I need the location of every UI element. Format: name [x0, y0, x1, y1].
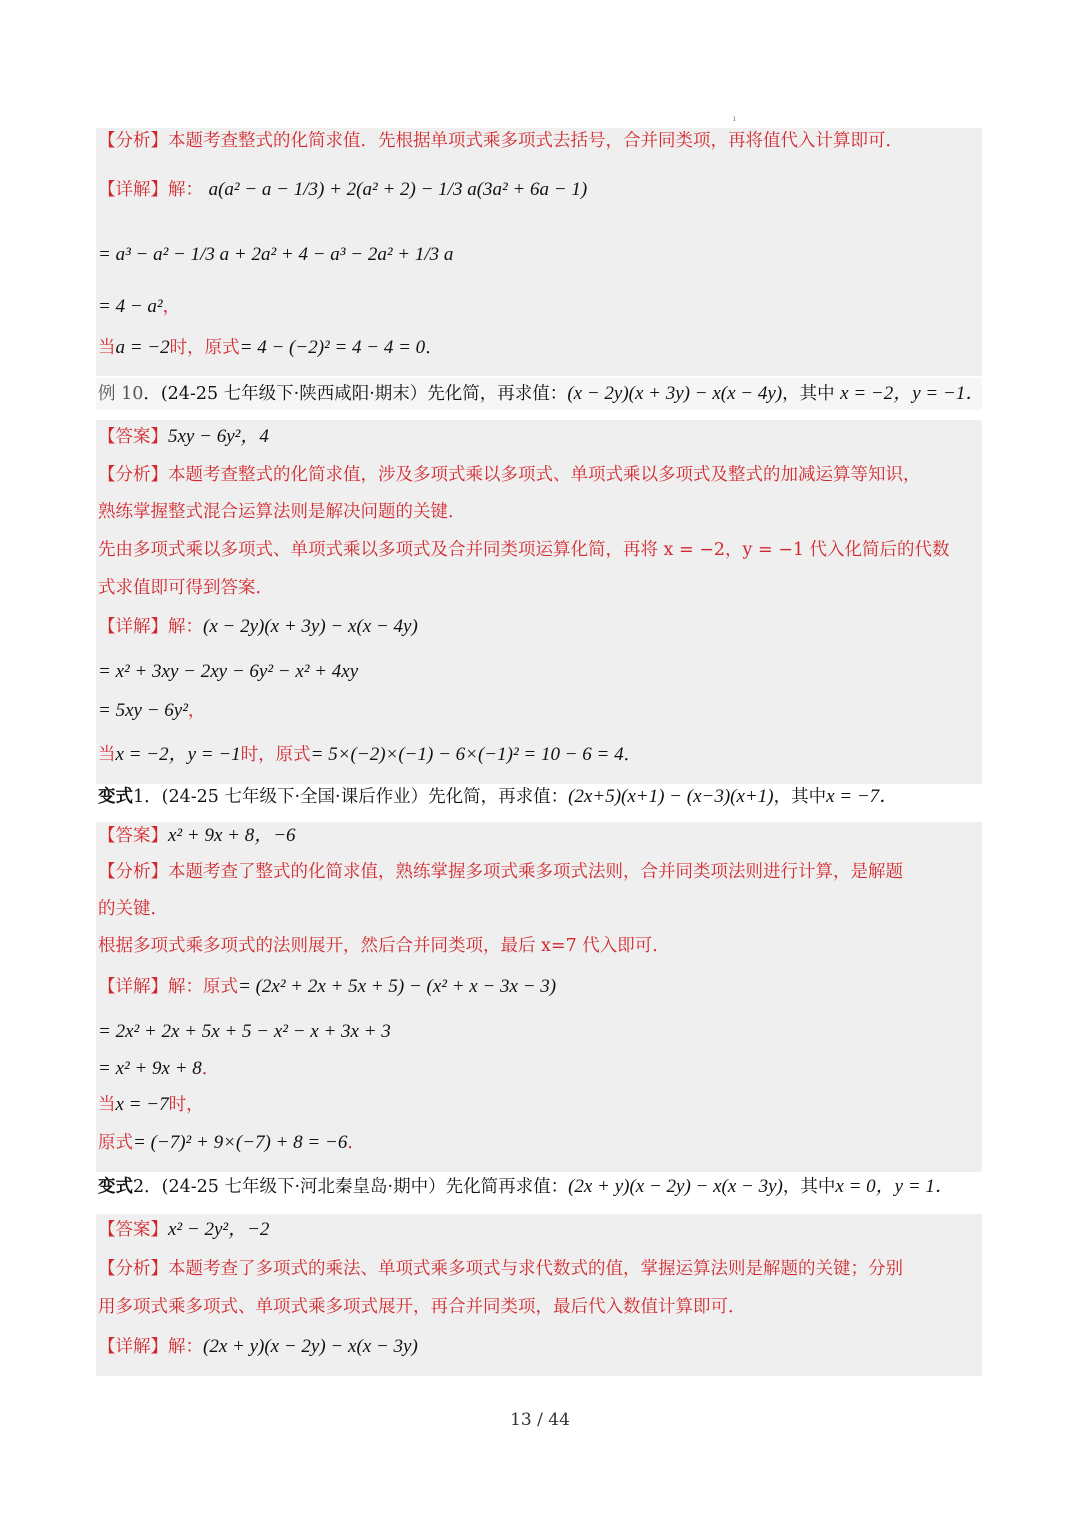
variant2-answer: 【答案】x² − 2y²，−2	[98, 1219, 270, 1240]
block1-step1: = a³ − a² − 1/3 a + 2a² + 4 − a³ − 2a² + 1/3 a	[98, 244, 454, 265]
example10-step2: = 5xy − 6y²，	[98, 700, 206, 721]
example10-analysis-line3: 先由多项式乘以多项式、单项式乘以多项式及合并同类项运算化简，再将 x = −2，y = −1 代入化简后的代数	[98, 540, 950, 560]
variant2-detail: 【详解】解：(2x + y)(x − 2y) − x(x − 3y)	[98, 1336, 418, 1357]
block1-detail: 【详解】解： a(a² − a − 1/3) + 2(a² + 2) − 1/3 a(3a² + 6a − 1)	[98, 179, 588, 200]
example10-detail: 【详解】解：(x − 2y)(x + 3y) − x(x − 4y)	[98, 616, 418, 637]
example10-evaluation: 当x = −2，y = −1时，原式= 5×(−2)×(−1) − 6×(−1)² = 10 − 6 = 4．	[98, 744, 642, 765]
variant2-analysis-line1: 【分析】本题考查了多项式的乘法、单项式乘多项式与求代数式的值，掌握运算法则是解题的关键；分别	[98, 1259, 903, 1279]
block1-step2: = 4 − a²，	[98, 296, 181, 317]
variant1-detail: 【详解】解：原式= (2x² + 2x + 5x + 5) − (x² + x − 3x − 3)	[98, 976, 557, 997]
variant1-analysis-line3: 根据多项式乘多项式的法则展开，然后合并同类项，最后 x=7 代入即可．	[98, 936, 670, 956]
variant1-answer: 【答案】x² + 9x + 8，−6	[98, 825, 296, 846]
example10-analysis-line1: 【分析】本题考查整式的化简求值，涉及多项式乘以多项式、单项式乘以多项式及整式的加减运算等知识，	[98, 465, 921, 485]
variant1-result: 原式= (−7)² + 9×(−7) + 8 = −6．	[98, 1132, 365, 1153]
page-tick-mark: ı	[733, 114, 736, 123]
variant2-analysis-line2: 用多项式乘多项式、单项式乘多项式展开，再合并同类项，最后代入数值计算即可．	[98, 1297, 746, 1317]
block1-evaluation: 当a = −2时，原式= 4 − (−2)² = 4 − 4 = 0．	[98, 337, 443, 358]
example10-analysis-line4: 式求值即可得到答案．	[98, 578, 273, 598]
variant1-when: 当x = −7时，	[98, 1094, 204, 1115]
example10-analysis-line2: 熟练掌握整式混合运算法则是解决问题的关键．	[98, 502, 466, 522]
block1-analysis: 【分析】本题考查整式的化简求值．先根据单项式乘多项式去括号，合并同类项，再将值代入计算即可．	[98, 131, 903, 151]
page-number: 13 / 44	[510, 1410, 570, 1430]
example10-question: 例 10．(24-25 七年级下·陕西咸阳·期末）先化简，再求值：(x − 2y)(x + 3y) − x(x − 4y)，其中 x = −2，y = −1．	[98, 383, 985, 404]
variant1-step1: = 2x² + 2x + 5x + 5 − x² − x + 3x + 3	[98, 1021, 391, 1042]
variant1-question: 变式1．(24-25 七年级下·全国·课后作业）先化简，再求值：(2x+5)(x+1) − (x−3)(x+1)，其中x = −7．	[98, 786, 899, 807]
variant1-step2: = x² + 9x + 8．	[98, 1058, 220, 1079]
variant2-question: 变式2．(24-25 七年级下·河北秦皇岛·期中）先化简再求值：(2x + y)(x − 2y) − x(x − 3y)，其中x = 0，y = 1．	[98, 1176, 954, 1197]
variant1-analysis-line1: 【分析】本题考查了整式的化简求值，熟练掌握多项式乘多项式法则，合并同类项法则进行计算，是解题	[98, 862, 903, 882]
example10-step1: = x² + 3xy − 2xy − 6y² − x² + 4xy	[98, 661, 359, 682]
variant1-analysis-line2: 的关键．	[98, 899, 168, 919]
example10-answer: 【答案】5xy − 6y²，4	[98, 426, 269, 447]
